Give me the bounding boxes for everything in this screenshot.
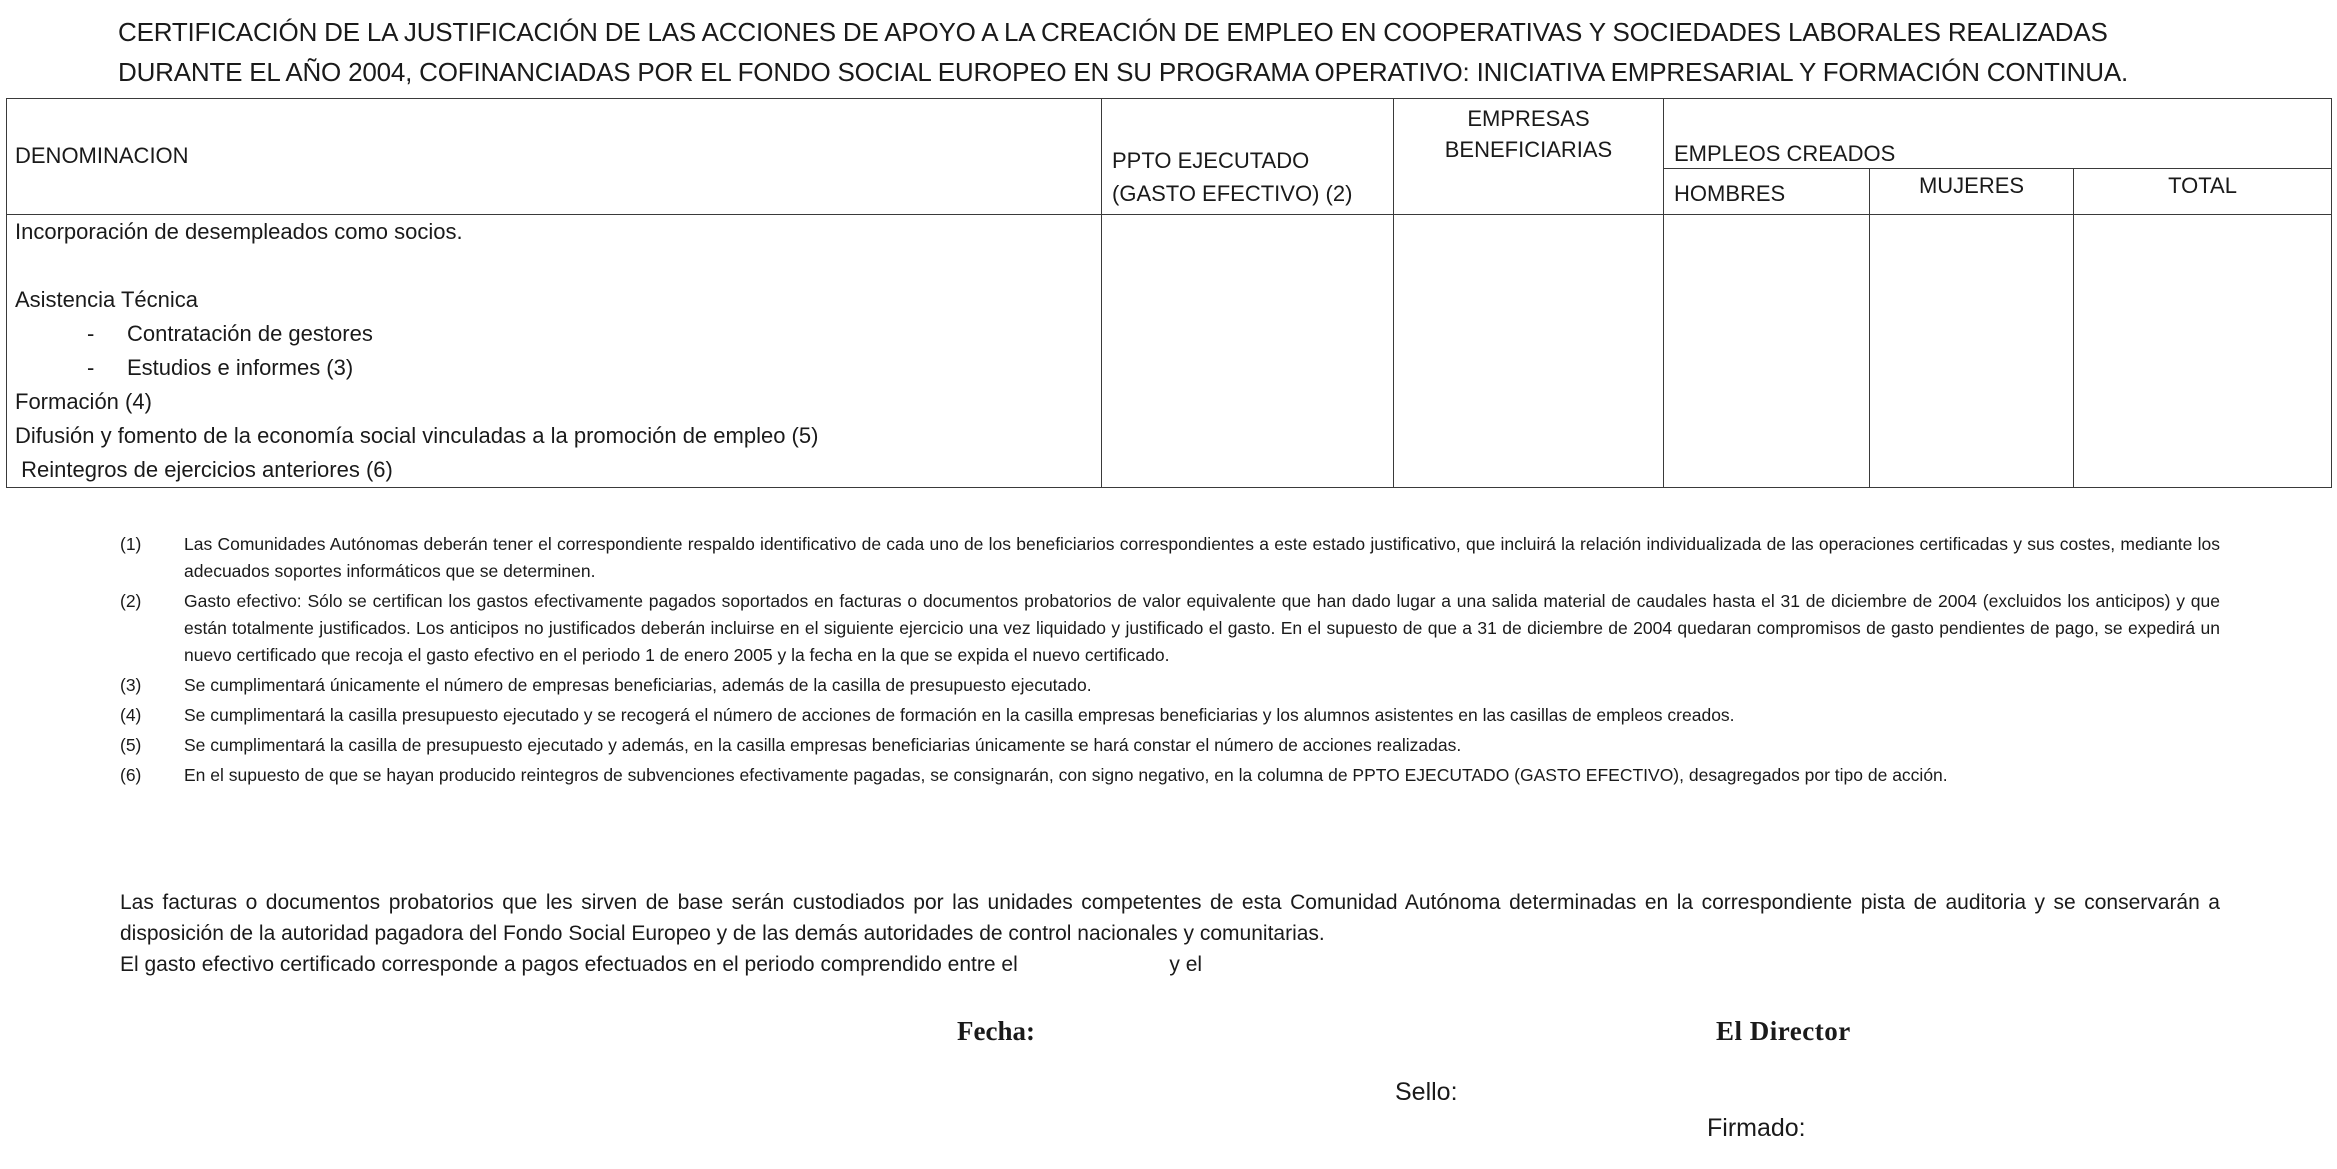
title-line-2: DURANTE EL AÑO 2004, COFINANCIADAS POR EL FONDO SOCIAL EUROPEO EN SU PROGRAMA OPERATIVO: INICIATIVA EMPRESARIAL Y FORMACIÓN CONTINUA.	[118, 57, 2128, 87]
header-hombres: HOMBRES	[1664, 169, 1870, 215]
cell-hombres[interactable]	[1664, 215, 1870, 488]
row-contratacion-gestores: - Contratación de gestores	[87, 321, 373, 346]
cell-ppto-ejecutado[interactable]	[1102, 215, 1394, 488]
custody-paragraph	[120, 887, 2220, 980]
row-reintegros: Reintegros de ejercicios anteriores (6)	[15, 457, 393, 482]
sello-label: Sello:	[1395, 1078, 1458, 1106]
director-label: El Director	[1716, 1016, 1851, 1046]
row-estudios-informes: - Estudios e informes (3)	[87, 355, 354, 380]
title-line-1: CERTIFICACIÓN DE LA JUSTIFICACIÓN DE LAS ACCIONES DE APOYO A LA CREACIÓN DE EMPLEO EN COOPERATIVAS Y SOCIEDADES LABORALES REALIZADAS	[118, 17, 2108, 47]
cell-empresas-beneficiarias[interactable]	[1394, 215, 1664, 488]
footnotes	[120, 531, 2220, 792]
footnote-3: (3) Se cumplimentará únicamente el número de empresas beneficiarias, además de la casilla de presupuesto ejecutado.	[120, 675, 1092, 695]
period-prefix: El gasto efectivo certificado corresponde a pagos efectuados en el periodo comprendido entre el	[120, 953, 1018, 976]
period-line	[120, 949, 2220, 980]
header-empresas-line2: BENEFICIARIAS	[1444, 137, 1613, 162]
fecha-label: Fecha:	[957, 1016, 1035, 1046]
header-mujeres: MUJERES	[1870, 169, 2074, 215]
footnote-1: (1) Las Comunidades Autónomas deberán tener el correspondiente respaldo identificativo de cada uno de los beneficiarios correspondientes a este estado justificativo, que incluirá la relación individualizada de las operaciones certificadas y sus costes, mediante los adecuados soportes informáticos que se determinen.	[120, 534, 2220, 581]
header-empleos-creados: EMPLEOS CREADOS	[1664, 99, 2332, 169]
row-difusion-fomento: Difusión y fomento de la economía social vinculadas a la promoción de empleo (5)	[15, 423, 819, 448]
firmado-label: Firmado:	[1707, 1114, 1806, 1142]
row-formacion: Formación (4)	[15, 389, 152, 414]
cell-mujeres[interactable]	[1870, 215, 2074, 488]
period-y: y el	[1169, 953, 1203, 976]
certification-table	[6, 98, 2332, 488]
row-incorporacion: Incorporación de desempleados como socios.	[15, 219, 463, 244]
footnote-2: (2) Gasto efectivo: Sólo se certifican los gastos efectivamente pagados soportados en facturas o documentos probatorios de valor equivalente que han dado lugar a una salida material de caudales hasta el 31 de diciembre de 2004 (excluidos los anticipos) y que están totalmente justificados. Los anticipos no justificados deberán incluirse en el siguiente ejercicio una vez liquidado y justificado el gasto. En el supuesto de que a 31 de diciembre de 2004 quedaran compromisos de gasto pendientes de pago, se expedirá un nuevo certificado que recoja el gasto efectivo en el periodo 1 de enero 2005 y la fecha en la que se expida el nuevo certificado.	[120, 591, 2220, 665]
custody-text: Las facturas o documentos probatorios que les sirven de base serán custodiados por las unidades competentes de esta Comunidad Autónoma determinadas en la correspondiente pista de auditoria y se conservarán a disposición de la autoridad pagadora del Fondo Social Europeo y de las demás autoridades de control nacionales y comunitarias.	[120, 891, 2220, 945]
denominacion-list	[7, 215, 1102, 488]
header-denominacion: DENOMINACION	[7, 99, 1102, 215]
footnote-5: (5) Se cumplimentará la casilla de presupuesto ejecutado y además, en la casilla empresas beneficiarias únicamente se hará constar el número de acciones realizadas.	[120, 735, 1462, 755]
header-empresas-line1: EMPRESAS	[1467, 106, 1590, 131]
header-total: TOTAL	[2074, 169, 2332, 215]
header-ppto-line1: PPTO EJECUTADO	[1112, 148, 1310, 173]
row-asistencia-tecnica: Asistencia Técnica	[15, 287, 199, 312]
cell-total[interactable]	[2074, 215, 2332, 488]
header-ppto-ejecutado	[1102, 99, 1394, 215]
header-empresas-beneficiarias	[1394, 99, 1664, 215]
footnote-6: (6) En el supuesto de que se hayan producido reintegros de subvenciones efectivamente pagadas, se consignarán, con signo negativo, en la columna de PPTO EJECUTADO (GASTO EFECTIVO), desagregados por tipo de acción.	[120, 765, 1948, 785]
footnote-4: (4) Se cumplimentará la casilla presupuesto ejecutado y se recogerá el número de acciones de formación en la casilla empresas beneficiarias y los alumnos asistentes en las casillas de empleos creados.	[120, 705, 1735, 725]
header-ppto-line2: (GASTO EFECTIVO) (2)	[1112, 181, 1353, 206]
document-title	[118, 12, 2218, 92]
